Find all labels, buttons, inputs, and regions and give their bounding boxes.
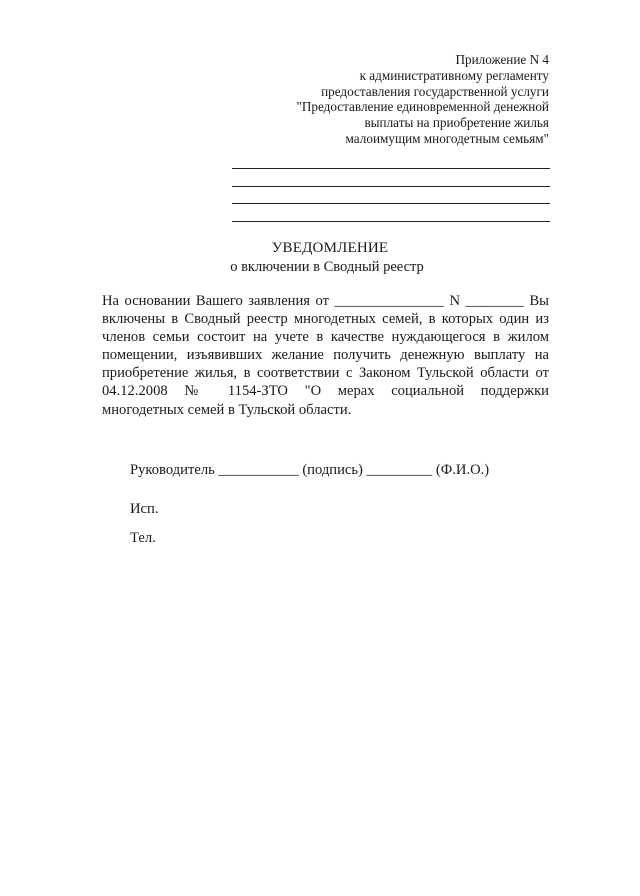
body-line: приобретение жилья, в соответствии с Законом Тульской области от — [102, 365, 549, 382]
appendix-line: к административному регламенту — [359, 67, 549, 83]
addressee-line — [232, 221, 550, 222]
executor-label: Исп. — [130, 501, 159, 517]
appendix-header — [249, 52, 549, 147]
signature-line: Руководитель ___________ (подпись) _________ (Ф.И.О.) — [130, 462, 490, 478]
body-line: помещении, изъявивших желание получить денежную выплату на — [102, 347, 549, 364]
appendix-line: Приложение N 4 — [455, 52, 549, 67]
appendix-line: предоставления государственной услуги — [321, 83, 549, 99]
body-line: членов семьи состоит на учете в качестве нуждающегося в жилом — [102, 329, 549, 346]
appendix-line: "Предоставление единовременной денежной — [296, 99, 549, 115]
appendix-line: малоимущим многодетным семьям" — [345, 130, 549, 146]
addressee-blank-lines — [232, 168, 550, 238]
body-line: На основании Вашего заявления от _______________ N ________ Вы — [102, 293, 549, 309]
addressee-line — [232, 203, 550, 204]
notice-body — [102, 292, 549, 419]
notice-title: УВЕДОМЛЕНИЕ — [271, 240, 389, 256]
addressee-line — [232, 186, 550, 187]
body-line: 04.12.2008 № 1154-ЗТО "О мерах социальной поддержки — [102, 383, 549, 400]
phone-label: Тел. — [130, 530, 156, 546]
addressee-line — [232, 168, 550, 169]
appendix-line: выплаты на приобретение жилья — [364, 115, 549, 131]
notice-subtitle: о включении в Сводный реестр — [230, 259, 424, 275]
body-line: включены в Сводный реестр многодетных семей, в которых один из — [102, 311, 549, 328]
body-line: многодетных семей в Тульской области. — [102, 401, 352, 418]
